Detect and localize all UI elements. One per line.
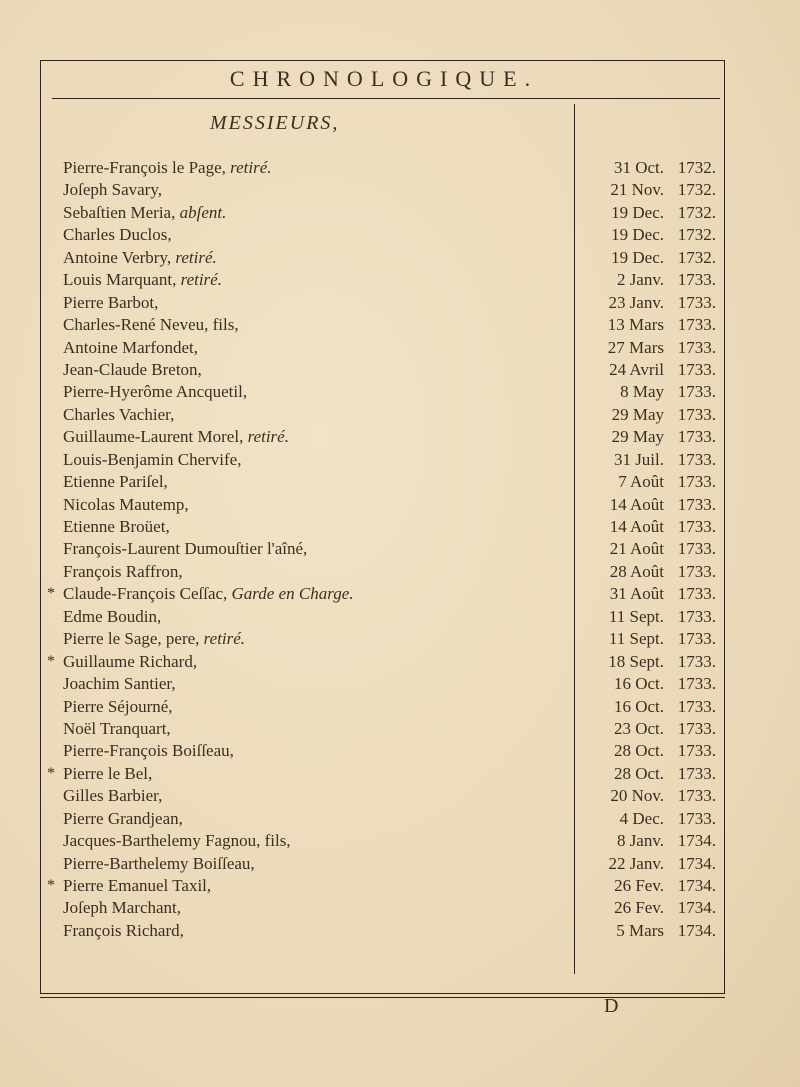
signature-mark: D xyxy=(604,995,619,1017)
date-year: 1733. xyxy=(677,494,716,514)
date-day: 29 May xyxy=(611,427,664,447)
name-row xyxy=(40,718,570,740)
date-day: 24 Avril xyxy=(609,359,664,379)
name-row xyxy=(40,471,570,493)
date-day: 19 Dec. xyxy=(611,202,664,222)
date-day: 19 Dec. xyxy=(611,225,664,245)
member-name: Nicolas Mautemp, xyxy=(63,494,189,514)
date-day: 11 Sept. xyxy=(608,606,664,626)
status-note: Garde en Charge. xyxy=(231,584,354,604)
date-row xyxy=(580,561,720,583)
member-name: Charles Vachier, xyxy=(63,404,175,424)
member-name: Louis Marquant, xyxy=(63,270,177,290)
member-name: Guillaume Richard, xyxy=(63,651,198,671)
date-row xyxy=(580,516,720,538)
date-row xyxy=(580,224,720,246)
names-list xyxy=(40,157,570,942)
name-row xyxy=(40,696,570,718)
name-row xyxy=(40,359,570,381)
name-row xyxy=(40,628,570,650)
member-name: François Raffron, xyxy=(63,561,183,581)
member-name: Pierre-Hyerôme Ancquetil, xyxy=(63,382,248,402)
member-name: Etienne Pariſel, xyxy=(63,472,168,492)
date-row xyxy=(580,269,720,291)
name-row xyxy=(40,740,570,762)
name-row xyxy=(40,337,570,359)
date-day: 7 Août xyxy=(618,472,664,492)
date-day: 28 Oct. xyxy=(613,741,664,761)
date-row xyxy=(580,740,720,762)
date-year: 1733. xyxy=(677,696,716,716)
name-row xyxy=(40,651,570,673)
date-year: 1733. xyxy=(677,427,716,447)
date-year: 1732. xyxy=(677,247,716,267)
name-row xyxy=(40,673,570,695)
date-day: 16 Oct. xyxy=(613,696,664,716)
date-year: 1733. xyxy=(677,629,716,649)
member-name: Louis-Benjamin Chervife, xyxy=(63,449,242,469)
date-year: 1733. xyxy=(677,337,716,357)
member-name: Pierre Barbot, xyxy=(63,292,159,312)
date-day: 29 May xyxy=(611,404,664,424)
member-name: Jean-Claude Breton, xyxy=(63,359,202,379)
date-row xyxy=(580,494,720,516)
name-row xyxy=(40,314,570,336)
date-row xyxy=(580,449,720,471)
date-row xyxy=(580,381,720,403)
date-row xyxy=(580,292,720,314)
page-title: CHRONOLOGIQUE. xyxy=(229,66,539,91)
date-row xyxy=(580,696,720,718)
asterisk-mark: * xyxy=(47,585,55,603)
date-year: 1734. xyxy=(677,920,716,940)
date-row xyxy=(580,875,720,897)
date-row xyxy=(580,897,720,919)
status-note: abſent. xyxy=(179,202,227,222)
date-day: 26 Fev. xyxy=(614,876,664,895)
date-year: 1733. xyxy=(677,292,716,312)
date-day: 28 Août xyxy=(609,561,664,581)
member-name: François-Laurent Dumouſtier l'aîné, xyxy=(63,539,308,559)
date-row xyxy=(580,673,720,695)
heading-divider xyxy=(52,98,720,99)
date-row xyxy=(580,314,720,336)
member-name: Pierre le Sage, pere, xyxy=(63,629,200,649)
member-name: Pierre-François Boiſſeau, xyxy=(63,741,234,761)
name-row xyxy=(40,292,570,314)
name-row xyxy=(40,381,570,403)
date-day: 13 Mars xyxy=(607,315,664,335)
status-note: retiré. xyxy=(247,427,289,447)
member-name: Jacques-Barthelemy Fagnou, fils, xyxy=(63,831,291,851)
date-year: 1733. xyxy=(677,315,716,335)
name-row xyxy=(40,449,570,471)
name-row xyxy=(40,875,570,897)
date-row xyxy=(580,830,720,852)
date-row xyxy=(580,785,720,807)
date-day: 14 Août xyxy=(609,517,664,536)
date-day: 8 Janv. xyxy=(616,831,664,851)
member-name: Joſeph Savary, xyxy=(63,180,162,200)
name-row xyxy=(40,269,570,291)
date-year: 1734. xyxy=(677,876,716,895)
member-name: Pierre-Barthelemy Boiſſeau, xyxy=(63,853,255,873)
date-year: 1733. xyxy=(677,404,716,424)
name-row xyxy=(40,583,570,605)
date-year: 1733. xyxy=(677,606,716,626)
name-row xyxy=(40,494,570,516)
name-row xyxy=(40,920,570,942)
member-name: Pierre-François le Page, xyxy=(63,158,226,177)
date-day: 5 Mars xyxy=(616,920,664,940)
name-row xyxy=(40,785,570,807)
section-title: MESSIEURS, xyxy=(210,112,340,134)
date-row xyxy=(580,359,720,381)
name-row xyxy=(40,404,570,426)
member-name: Edme Boudin, xyxy=(63,606,162,626)
member-name: Guillaume-Laurent Morel, xyxy=(63,427,244,447)
date-year: 1732. xyxy=(677,225,716,245)
date-row xyxy=(580,628,720,650)
date-year: 1733. xyxy=(677,359,716,379)
date-year: 1733. xyxy=(677,808,716,828)
date-year: 1733. xyxy=(677,674,716,694)
date-day: 22 Janv. xyxy=(608,853,664,873)
member-name: Charles Duclos, xyxy=(63,225,172,245)
member-name: Antoine Verbry, xyxy=(63,247,172,267)
member-name: Etienne Broüet, xyxy=(63,517,170,536)
member-name: Claude-François Ceſſac, xyxy=(63,584,228,604)
name-row xyxy=(40,561,570,583)
date-year: 1733. xyxy=(677,763,716,783)
date-day: 11 Sept. xyxy=(608,629,664,649)
date-row xyxy=(580,471,720,493)
date-year: 1733. xyxy=(677,517,716,536)
status-note: retiré. xyxy=(230,158,272,177)
date-row xyxy=(580,853,720,875)
dates-list xyxy=(580,157,720,942)
member-name: Noël Tranquart, xyxy=(63,718,171,738)
name-row xyxy=(40,157,570,179)
date-day: 20 Nov. xyxy=(610,786,664,806)
date-day: 4 Dec. xyxy=(619,808,664,828)
date-day: 2 Janv. xyxy=(616,270,664,290)
date-day: 26 Fev. xyxy=(614,898,664,918)
date-year: 1733. xyxy=(677,786,716,806)
date-day: 23 Oct. xyxy=(613,718,664,738)
date-year: 1734. xyxy=(677,831,716,851)
date-row xyxy=(580,337,720,359)
name-row xyxy=(40,224,570,246)
name-row xyxy=(40,516,570,538)
date-year: 1733. xyxy=(677,539,716,559)
date-day: 19 Dec. xyxy=(611,247,664,267)
member-name: Gilles Barbier, xyxy=(63,786,163,806)
date-row xyxy=(580,157,720,179)
date-year: 1733. xyxy=(677,651,716,671)
name-row xyxy=(40,897,570,919)
date-row xyxy=(580,426,720,448)
member-name: Sebaſtien Meria, xyxy=(63,202,176,222)
date-row xyxy=(580,920,720,942)
date-row xyxy=(580,606,720,628)
name-row xyxy=(40,853,570,875)
date-row xyxy=(580,808,720,830)
date-row xyxy=(580,583,720,605)
date-row xyxy=(580,651,720,673)
date-day: 31 Juil. xyxy=(613,449,664,469)
date-day: 28 Oct. xyxy=(613,763,664,783)
date-year: 1733. xyxy=(677,382,716,402)
date-day: 27 Mars xyxy=(607,337,664,357)
name-row xyxy=(40,247,570,269)
asterisk-mark: * xyxy=(47,764,55,782)
date-year: 1733. xyxy=(677,472,716,492)
date-year: 1733. xyxy=(677,741,716,761)
name-row xyxy=(40,426,570,448)
date-year: 1733. xyxy=(677,561,716,581)
column-divider xyxy=(574,104,575,974)
member-name: Pierre Emanuel Taxil, xyxy=(63,876,212,895)
date-day: 31 Août xyxy=(609,584,664,604)
name-row xyxy=(40,538,570,560)
status-note: retiré. xyxy=(175,247,217,267)
date-day: 23 Janv. xyxy=(608,292,664,312)
name-row xyxy=(40,808,570,830)
asterisk-mark: * xyxy=(47,652,55,670)
status-note: retiré. xyxy=(203,629,246,649)
date-year: 1734. xyxy=(677,898,716,918)
member-name: Charles-René Neveu, fils, xyxy=(63,315,239,335)
name-row xyxy=(40,763,570,785)
date-day: 31 Oct. xyxy=(613,158,664,177)
member-name: Pierre Grandjean, xyxy=(63,808,183,828)
status-note: retiré. xyxy=(180,270,222,290)
date-year: 1733. xyxy=(677,584,716,604)
name-row xyxy=(40,179,570,201)
date-day: 14 Août xyxy=(609,494,664,514)
name-row xyxy=(40,830,570,852)
date-year: 1733. xyxy=(677,449,716,469)
member-name: Joſeph Marchant, xyxy=(63,898,182,918)
date-year: 1733. xyxy=(677,718,716,738)
date-row xyxy=(580,404,720,426)
date-day: 8 May xyxy=(620,382,664,402)
member-name: François Richard, xyxy=(63,920,184,940)
date-row xyxy=(580,247,720,269)
name-row xyxy=(40,202,570,224)
date-row xyxy=(580,718,720,740)
date-day: 18 Sept. xyxy=(608,651,664,671)
name-row xyxy=(40,606,570,628)
member-name: Pierre Séjourné, xyxy=(63,696,173,716)
member-name: Joachim Santier, xyxy=(63,674,176,694)
date-year: 1732. xyxy=(677,180,716,200)
date-day: 21 Nov. xyxy=(610,180,664,200)
asterisk-mark: * xyxy=(47,877,55,894)
date-row xyxy=(580,538,720,560)
date-year: 1732. xyxy=(677,158,716,177)
date-day: 16 Oct. xyxy=(613,674,664,694)
member-name: Pierre le Bel, xyxy=(63,763,153,783)
date-day: 21 Août xyxy=(609,539,664,559)
date-row xyxy=(580,202,720,224)
member-name: Antoine Marfondet, xyxy=(63,337,199,357)
date-year: 1732. xyxy=(677,202,716,222)
date-year: 1734. xyxy=(677,853,716,873)
date-row xyxy=(580,763,720,785)
date-year: 1733. xyxy=(677,270,716,290)
date-row xyxy=(580,179,720,201)
